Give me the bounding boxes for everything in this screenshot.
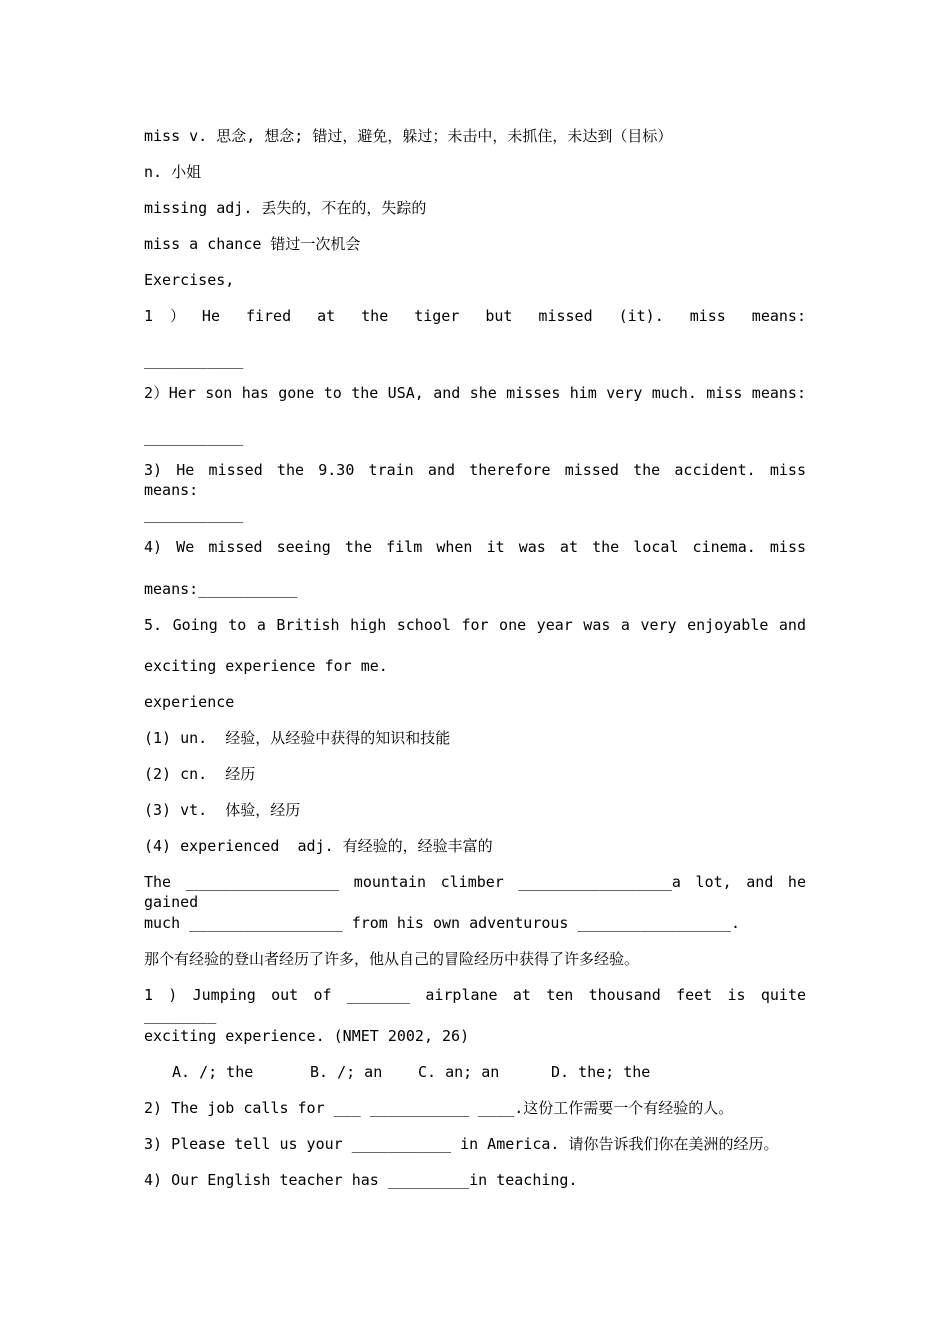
question-3: 3) Please tell us your ___________ in America. 请你告诉我们你在美洲的经历。 (144, 1135, 779, 1153)
exercise-1-blank: ___________ (144, 351, 244, 369)
exercise-4-sentence: 4) We missed seeing the film when it was at the local cinema. miss (144, 538, 806, 556)
missing-adj-definition: missing adj. 丢失的，不在的，失踪的 (144, 199, 427, 217)
option-a: A. /; the (172, 1063, 254, 1081)
miss-noun-definition: n. 小姐 (144, 163, 202, 181)
exercise-1-sentence: 1）He fired at the tiger but missed (it). miss means: (144, 307, 806, 325)
experience-sense-1: (1) un. 经验，从经验中获得的知识和技能 (144, 729, 451, 747)
fill-in-line-1: The _________________ mountain climber _________________a lot, and he gained (144, 873, 806, 911)
exercise-3-blank: ___________ (144, 505, 244, 523)
experience-sense-3: (3) vt. 体验，经历 (144, 801, 301, 819)
question-1-line-2: exciting experience. (NMET 2002, 26) (144, 1027, 470, 1045)
option-d: D. the; the (551, 1063, 651, 1081)
option-c: C. an; an (418, 1063, 500, 1081)
miss-a-chance-phrase: miss a chance 错过一次机会 (144, 235, 361, 253)
sentence-5-line-2: exciting experience for me. (144, 657, 388, 675)
question-4: 4) Our English teacher has _________in teaching. (144, 1171, 578, 1189)
experience-sense-4: (4) experienced adj. 有经验的，经验丰富的 (144, 837, 493, 855)
exercise-2-sentence: 2）Her son has gone to the USA, and she misses him very much. miss means: (144, 384, 806, 402)
miss-verb-definition: miss v. 思念, 想念; 错过，避免，躲过；未击中，未抓住，未达到（目标） (144, 127, 673, 145)
experience-sense-2: (2) cn. 经历 (144, 765, 256, 783)
exercise-3-sentence: 3) He missed the 9.30 train and therefore missed the accident. miss means: (144, 461, 806, 499)
exercises-heading: Exercises, (144, 271, 235, 289)
option-b: B. /; an (310, 1063, 383, 1081)
fill-in-line-2: much _________________ from his own adventurous _________________. (144, 914, 741, 932)
exercise-2-blank: ___________ (144, 428, 244, 446)
sentence-5-line-1: 5. Going to a British high school for one year was a very enjoyable and (144, 616, 806, 634)
experience-heading: experience (144, 693, 235, 711)
question-2: 2) The job calls for ___ ___________ ____.这份工作需要一个有经验的人。 (144, 1099, 734, 1117)
fill-in-translation: 那个有经验的登山者经历了许多，他从自己的冒险经历中获得了许多经验。 (144, 950, 640, 968)
exercise-4-blank: means:___________ (144, 580, 298, 598)
question-1-line-1: 1 ) Jumping out of _______ airplane at ten thousand feet is quite ________ (144, 986, 806, 1024)
